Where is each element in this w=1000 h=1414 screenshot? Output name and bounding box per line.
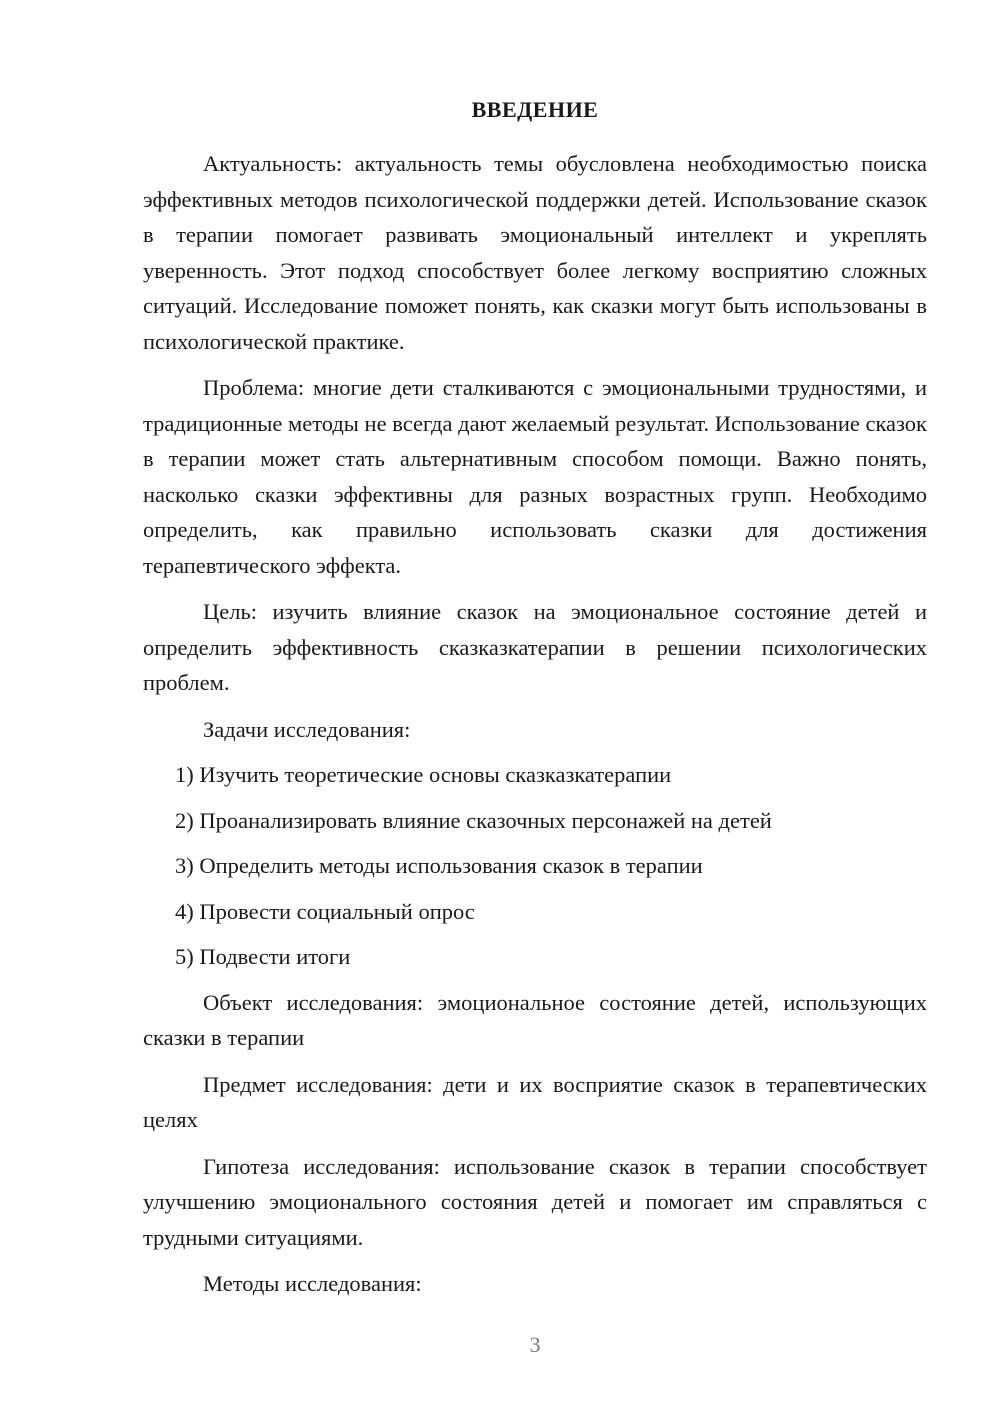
object-paragraph: Объект исследования: эмоциональное состояние детей, использующих сказки в терапии <box>143 989 927 1050</box>
goal-paragraph: Цель: изучить влияние сказок на эмоциональное состояние детей и определить эффективность сказказкатерапии в решении психологических проблем. <box>143 599 927 695</box>
document-page <box>143 95 927 1312</box>
subject-paragraph: Предмет исследования: дети и их восприятие сказок в терапевтических целях <box>143 1071 927 1132</box>
task-item-5: 5) Подвести итоги <box>175 944 351 969</box>
task-item-2: 2) Проанализировать влияние сказочных персонажей на детей <box>175 807 772 833</box>
task-item-3: 3) Определить методы использования сказок в терапии <box>175 853 703 878</box>
page-title: ВВЕДЕНИЕ <box>471 97 599 122</box>
relevance-paragraph: Актуальность: актуальность темы обусловлена необходимостью поиска эффективных методов психологической поддержки детей. Использование сказок в терапии помогает развивать эмоциональный интеллект и укреплять уверенность. Этот подход способствует более легкому восприятию сложных ситуаций. Исследование поможет понять, как сказки могут быть использованы в психологической практике. <box>143 151 927 354</box>
tasks-heading: Задачи исследования: <box>203 716 411 742</box>
task-item-1: 1) Изучить теоретические основы сказказкатерапии <box>175 762 672 787</box>
task-item-4: 4) Провести социальный опрос <box>175 898 475 924</box>
methods-heading: Методы исследования: <box>203 1271 422 1296</box>
hypothesis-paragraph: Гипотеза исследования: использование сказок в терапии способствует улучшению эмоционального состояния детей и помогает им справляться с трудными ситуациями. <box>143 1153 927 1250</box>
problem-paragraph: Проблема: многие дети сталкиваются с эмоциональными трудностями, и традиционные методы не всегда дают желаемый результат. Использование сказок в терапии может стать альтернативным способом помощи. Важно понять, насколько сказки эффективны для разных возрастных групп. Необходимо определить, как правильно использовать сказки для достижения терапевтического эффекта. <box>143 375 927 578</box>
page-number: 3 <box>529 1332 541 1357</box>
